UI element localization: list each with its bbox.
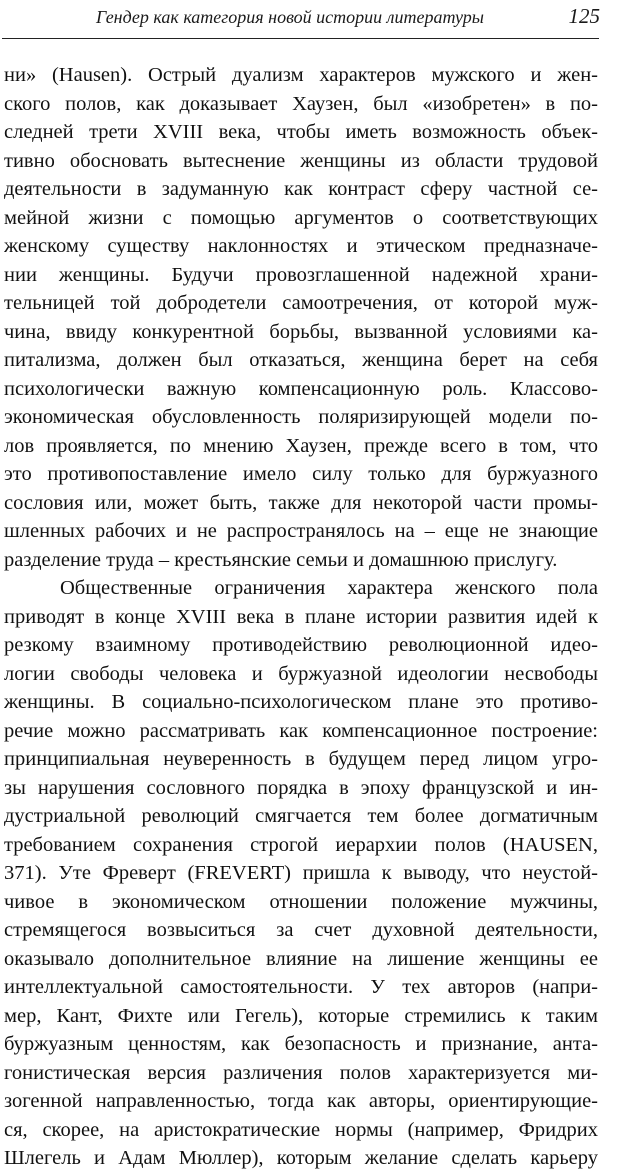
text-line: ни» (Hausen). Острый дуализм характеров мужского и жен- <box>4 64 598 86</box>
page-number: 125 <box>568 4 600 28</box>
text-line: экономическая обусловленность поляризирующей модели по- <box>4 406 598 428</box>
text-line: нии женщины. Будучи провозглашенной надежной храни- <box>4 263 598 286</box>
text-line: ского полов, как доказывает Хаузен, был «изобретен» в по- <box>4 92 598 115</box>
text-line: следней трети XVIII века, чтобы иметь возможность объек- <box>4 121 598 143</box>
text-line: шленных рабочих и не распространялось на – еще не знающие <box>4 520 598 542</box>
body-text <box>4 61 598 1173</box>
paragraph-1 <box>4 61 598 574</box>
text-line: тельницей той добродетели самоотречения, от которой муж- <box>4 292 598 314</box>
text-line: это противопоставление имело силу только для буржуазного <box>4 463 598 485</box>
text-line: психологически важную компенсационную роль. Классово- <box>4 377 598 400</box>
text-line: чивое в экономическом отношении положение мужчины, <box>4 890 598 913</box>
text-line: тивно обосновать вытеснение женщины из области трудовой <box>4 149 598 172</box>
text-line: стремящегося возвыситься за счет духовной деятельности, <box>4 919 598 941</box>
text-line: 371). Уте Фреверт (FREVERT) пришла к выводу, что неустой- <box>4 862 598 884</box>
running-title: Гендер как категория новой истории литературы <box>95 7 484 27</box>
text-line: зогенной направленностью, тогда как авторы, ориентирующие- <box>4 1090 598 1112</box>
text-line: речие можно рассматривать как компенсационное построение: <box>4 719 598 742</box>
text-line: сословия или, может быть, также для некоторой части промы- <box>4 491 598 514</box>
text-line: ся, скорее, на аристократические нормы (например, Фридрих <box>4 1118 598 1141</box>
text-line: дустриальной революций смягчается тем более догматичным <box>4 805 598 827</box>
text-line: питализма, должен был отказаться, женщина берет на себя <box>4 349 598 371</box>
text-line: чина, ввиду конкурентной борьбы, вызванной условиями ка- <box>4 320 598 343</box>
text-line: гонистическая версия различения полов характеризуется ми- <box>4 1061 598 1084</box>
text-line: Шлегель и Адам Мюллер), которым желание сделать карьеру <box>4 1147 598 1169</box>
text-line: принципиальная неуверенность в будущем перед лицом угро- <box>4 748 598 770</box>
text-line: зы нарушения сословного порядка в эпоху французской и ин- <box>4 776 598 799</box>
text-line: мейной жизни с помощью аргументов о соответствующих <box>4 206 598 229</box>
text-line: женскому существу наклонностях и этическом предназначе- <box>4 235 598 257</box>
text-line: Общественные ограничения характера женского пола <box>60 577 598 599</box>
text-line: резкому взаимному противодействию революционной идео- <box>4 634 598 656</box>
text-line: оказывало дополнительное влияние на лишение женщины ее <box>4 947 598 970</box>
header-rule <box>2 38 599 39</box>
text-line: приводят в конце XVIII века в плане истории развития идей к <box>4 605 598 628</box>
text-line: женщины. В социально-психологическом плане это противо- <box>4 691 598 713</box>
text-line: буржуазным ценностям, как безопасность и признание, анта- <box>4 1033 598 1055</box>
paragraph-2 <box>4 574 598 1173</box>
text-line: разделение труда – крестьянские семьи и домашнюю прислугу. <box>4 548 558 571</box>
text-line: требованием сохранения строгой иерархии полов (HAUSEN, <box>4 833 598 856</box>
text-line: лов проявляется, по мнению Хаузен, прежде всего в том, что <box>4 434 598 457</box>
text-line: деятельности в задуманную как контраст сферу частной се- <box>4 178 598 200</box>
text-line: интеллектуальной самостоятельности. У тех авторов (напри- <box>4 976 598 998</box>
text-line: мер, Кант, Фихте или Гегель), которые стремились к таким <box>4 1004 598 1027</box>
text-line: логии свободы человека и буржуазной идеологии несвободы <box>4 662 598 685</box>
